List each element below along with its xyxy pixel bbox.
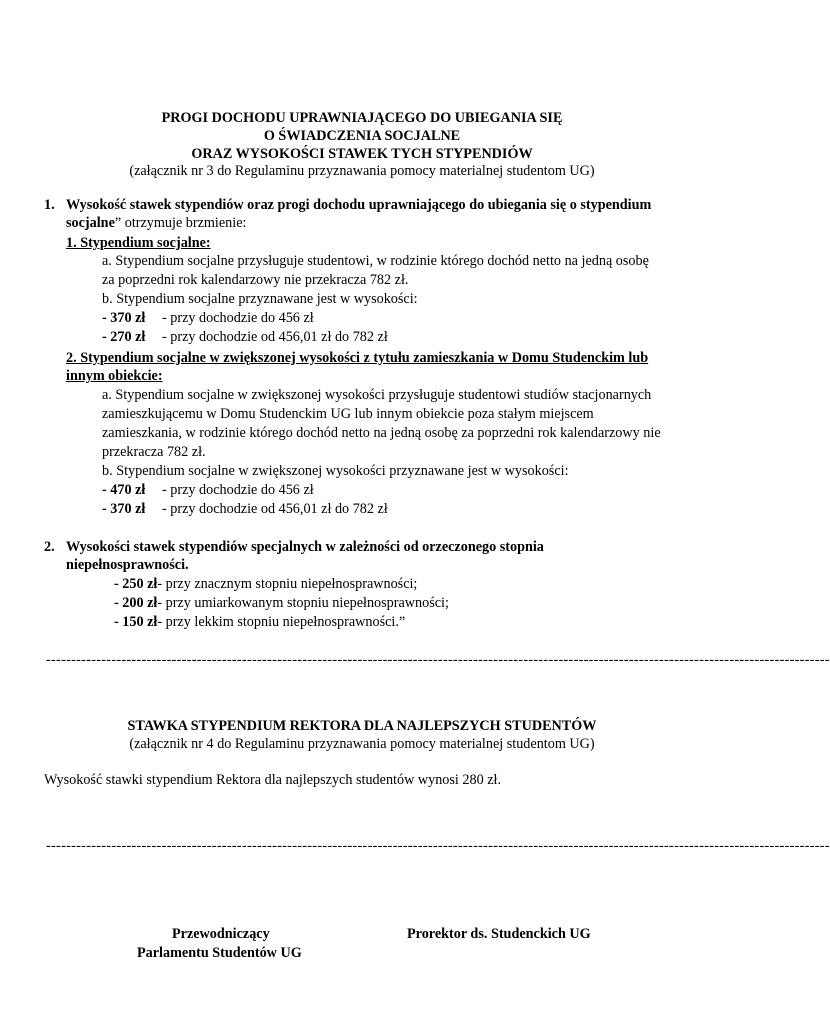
item2-rate-row	[114, 594, 449, 613]
item1-heading-normal: ” otrzymuje brzmienie:	[114, 215, 247, 231]
item2-heading-line1: Wysokości stawek stypendiów specjalnych w zależności od orzeczonego stopnia	[66, 539, 544, 555]
sub1-a-line2: za poprzedni rok kalendarzowy nie przekracza 782 zł.	[102, 272, 409, 288]
rate-amount: - 370 zł	[102, 310, 146, 326]
divider-line: ------------------------------------------------------------------------------------------------------------------------------------------------------------	[46, 652, 830, 668]
rate-amount: - 470 zł	[102, 482, 146, 498]
rate-amount: - 150 zł	[114, 614, 158, 630]
sub2-rate-row	[102, 500, 388, 519]
sub1-rate-row	[102, 309, 314, 328]
section1-title-line3: ORAZ WYSOKOŚCI STAWEK TYCH STYPENDIÓW	[191, 146, 533, 162]
sub2-a-line4: przekracza 782 zł.	[102, 444, 206, 460]
divider-line: ------------------------------------------------------------------------------------------------------------------------------------------------------------	[46, 838, 830, 854]
sub2-heading-line1: 2. Stypendium socjalne w zwiększonej wysokości z tytułu zamieszkania w Domu Studenckim lub	[66, 350, 649, 366]
item1-heading-bold: socjalne	[66, 215, 115, 231]
rate-text: - przy dochodzie do 456 zł	[162, 482, 314, 498]
sub2-heading-line2: innym obiekcie:	[66, 368, 163, 384]
rate-text: - przy umiarkowanym stopniu niepełnosprawności;	[157, 595, 449, 611]
item1-number: 1.	[44, 197, 55, 213]
rate-amount: - 270 zł	[102, 329, 146, 345]
sub2-b-line: b. Stypendium socjalne w zwiększonej wysokości przyznawane jest w wysokości:	[102, 463, 569, 479]
item1-heading-line1: Wysokość stawek stypendiów oraz progi dochodu uprawniającego do ubiegania się o stypendium	[66, 197, 652, 213]
rate-amount: - 200 zł	[114, 595, 158, 611]
sub2-a-line1: a. Stypendium socjalne w zwiększonej wysokości przysługuje studentowi studiów stacjonarnych	[102, 387, 652, 403]
item2-rate-row	[114, 575, 417, 594]
sub2-a-line3: zamieszkania, w rodzinie którego dochód netto na jedną osobę za poprzedni rok kalendarzowy nie	[102, 425, 661, 441]
section2-body: Wysokość stawki stypendium Rektora dla najlepszych studentów wynosi 280 zł.	[44, 772, 502, 788]
sub1-rate-row	[102, 328, 388, 347]
rate-amount: - 370 zł	[102, 501, 146, 517]
item2-heading-line2: niepełnosprawności.	[66, 557, 189, 573]
section1-title-line2: O ŚWIADCZENIA SOCJALNE	[263, 128, 461, 144]
rate-text: - przy dochodzie od 456,01 zł do 782 zł	[162, 329, 388, 345]
item2-number: 2.	[44, 539, 55, 555]
signature-left-line2: Parlamentu Studentów UG	[137, 945, 302, 961]
rate-amount: - 250 zł	[114, 576, 158, 592]
sub2-rate-row	[102, 481, 314, 500]
section1-title-line1: PROGI DOCHODU UPRAWNIAJĄCEGO DO UBIEGANIA SIĘ	[161, 110, 563, 126]
item1-heading-line2	[66, 214, 246, 233]
section2-title: STAWKA STYPENDIUM REKTORA DLA NAJLEPSZYCH STUDENTÓW	[127, 718, 597, 734]
signature-left-line1: Przewodniczący	[172, 926, 270, 942]
section2-subtitle: (załącznik nr 4 do Regulaminu przyznawania pomocy materialnej studentom UG)	[129, 736, 595, 752]
sub1-a-line1: a. Stypendium socjalne przysługuje studentowi, w rodzinie którego dochód netto na jedną osobę	[102, 253, 649, 269]
sub2-a-line2: zamieszkującemu w Domu Studenckim UG lub innym obiekcie poza stałym miejscem	[102, 406, 594, 422]
rate-text: - przy lekkim stopniu niepełnosprawności.”	[157, 614, 406, 630]
sub1-b-line: b. Stypendium socjalne przyznawane jest w wysokości:	[102, 291, 418, 307]
item2-rate-row	[114, 613, 405, 632]
rate-text: - przy znacznym stopniu niepełnosprawności;	[157, 576, 418, 592]
section1-subtitle: (załącznik nr 3 do Regulaminu przyznawania pomocy materialnej studentom UG)	[129, 163, 595, 179]
rate-text: - przy dochodzie do 456 zł	[162, 310, 314, 326]
signature-right-line1: Prorektor ds. Studenckich UG	[407, 926, 591, 942]
sub1-heading: 1. Stypendium socjalne:	[66, 235, 211, 251]
rate-text: - przy dochodzie od 456,01 zł do 782 zł	[162, 501, 388, 517]
